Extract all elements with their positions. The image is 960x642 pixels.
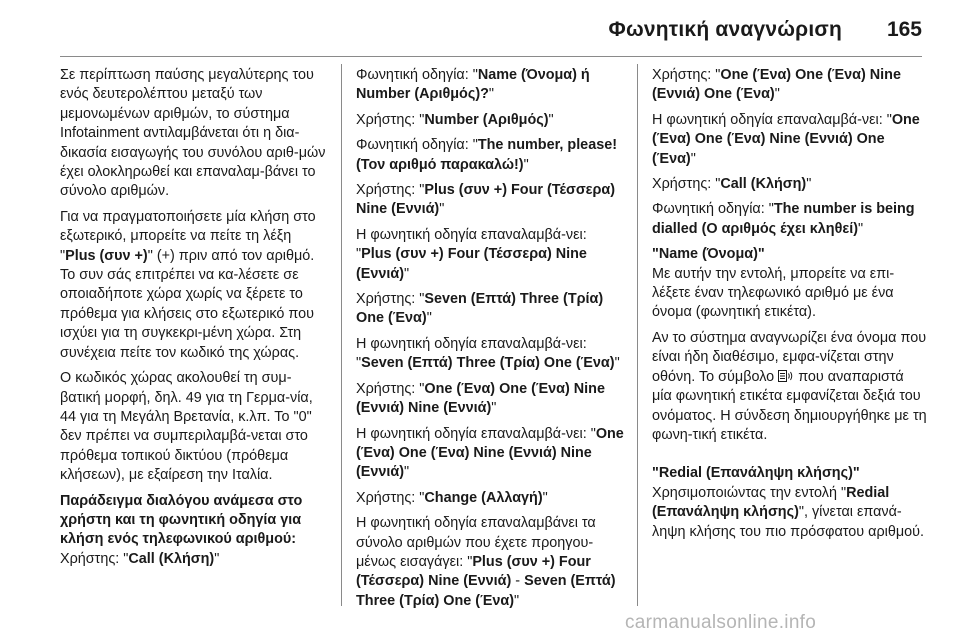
dialog-line: Χρήστης: "Call (Κλήση)": [60, 550, 220, 567]
paragraph-international-call: Για να πραγματοποιήσετε μία κλήση στο εξωτερικό, μπορείτε να πείτε τη λέξη "Plus (συν +)" (+) πριν από τον αριθμό. Το συν σάς επιτρέπει να κα-λέσετε σε οποιαδήποτε χώρα χωρίς να ξέρετε το πρόθεμα για κλήσεις στο εξωτερικό που ισχύει για τη συγκεκρι-μένη χώρα. Στη συνέχεια πείτε τον κωδικό της χώρας.: [60, 208, 316, 361]
page-header: [0, 0, 960, 50]
dialog-line: Χρήστης: "One (Ένα) One (Ένα) Nine (Εννιά) One (Ένα)": [652, 67, 901, 103]
dialog-line: Φωνητική οδηγία: "Name (Όνομα) ή Number (Αριθμός)?": [356, 67, 590, 103]
column-3: [652, 66, 927, 548]
column-1: [60, 66, 330, 575]
dialog-line: Η φωνητική οδηγία επαναλαμβά-νει: "Plus (συν +) Four (Τέσσερα) Nine (Εννιά)": [356, 226, 587, 282]
section-heading-redial: "Redial (Επανάληψη κλήσης)": [652, 465, 860, 482]
voice-tag-icon: [778, 370, 794, 384]
dialog-line: Φωνητική οδηγία: "The number is being dialled (Ο αριθμός έχει κληθεί)": [652, 201, 915, 237]
paragraph-redial: Χρησιμοποιώντας την εντολή "Redial (Επανάληψη κλήσης)", γίνεται επανά-ληψη κλήσης του πιο πρόσφατου αριθμού.: [652, 484, 925, 540]
dialog-line: Χρήστης: "Seven (Επτά) Three (Τρία) One (Ένα)": [356, 291, 604, 327]
dialog-line: Χρήστης: "Plus (συν +) Four (Τέσσερα) Nine (Εννιά)": [356, 182, 616, 218]
column-divider: [637, 64, 638, 606]
dialog-line: Χρήστης: "One (Ένα) One (Ένα) Nine (Εννιά) Nine (Εννιά)": [356, 380, 605, 417]
dialog-line: Χρήστης: "Call (Κλήση)": [652, 176, 812, 193]
section-heading-name: "Name (Όνομα)": [652, 246, 765, 263]
watermark: carmanualsonline.info: [625, 612, 817, 633]
command-plus: Plus (συν +): [65, 247, 148, 264]
dialog-line: Χρήστης: "Number (Αριθμός)": [356, 111, 554, 128]
dialog-line: Η φωνητική οδηγία επαναλαμβά-νει: "Seven (Επτά) Three (Τρία) One (Ένα)": [356, 335, 620, 372]
dialog-line: Η φωνητική οδηγία επαναλαμβάνει τα σύνολο αριθμών που έχετε προηγου-μένως εισαγάγει: "Plus (συν +) Four (Τέσσερα) Nine (Εννιά) - Seven (Επτά) Three (Τρία) One (Ένα)": [356, 515, 616, 609]
dialog-line: Η φωνητική οδηγία επαναλαμβά-νει: "One (Ένα) One (Ένα) Nine (Εννιά) Nine (Εννιά)": [356, 425, 624, 481]
paragraph-voice-tag: Αν το σύστημα αναγνωρίζει ένα όνομα που είναι ήδη διαθέσιμο, εμφα-νίζεται στην οθόνη. Το σύμβολο που αναπαριστά μία φωνητική ετικέτα εμφανίζεται δεξιά του ονόματος. Η σύνδεση δημιουργήθηκε με τη φωνη-τική ετικέτα.: [652, 329, 927, 443]
page-number: 165: [886, 18, 922, 41]
column-divider: [341, 64, 342, 606]
header-divider: [60, 56, 922, 57]
paragraph-name-command: Με αυτήν την εντολή, μπορείτε να επι-λέξετε έναν τηλεφωνικό αριθμό με ένα όνομα (φωνητική ετικέτα).: [652, 265, 895, 321]
page-title: Φωνητική αναγνώριση: [608, 18, 842, 41]
dialog-example-heading: Παράδειγμα διαλόγου ανάμεσα στο χρήστη και τη φωνητική οδηγία για κλήση ενός τηλεφωνικού αριθμού:: [60, 492, 303, 548]
dialog-line: Φωνητική οδηγία: "The number, please! (Τον αριθμό παρακαλώ!)": [356, 137, 617, 173]
paragraph-country-code: Ο κωδικός χώρας ακολουθεί τη συμ-βατική μορφή, δηλ. 49 για τη Γερμα-νία, 44 για τη Μεγάλη Βρετανία, κ.λπ. Το "0" δεν πρέπει να συμπεριλαμβά-νεται στο πρόθεμα τοπικού δικτύου (πρόθεμα κλήσεων), με εξαίρεση την Ιταλία.: [60, 370, 313, 484]
column-2: [356, 66, 626, 617]
dialog-line: Χρήστης: "Change (Αλλαγή)": [356, 489, 548, 506]
dialog-line: Η φωνητική οδηγία επαναλαμβά-νει: "One (Ένα) One (Ένα) Nine (Εννιά) One (Ένα)": [652, 111, 920, 167]
paragraph-pause: Σε περίπτωση παύσης μεγαλύτερης του ενός δευτερολέπτου μεταξύ των μεμονωμένων αριθμών, το σύστημα Infotainment αντιλαμβάνεται ότι η δια-δικασία εισαγωγής του συνόλου αριθ-μών έχει ολοκληρωθεί και επαναλαμ-βάνει το σύνολο αριθμών.: [60, 67, 326, 200]
